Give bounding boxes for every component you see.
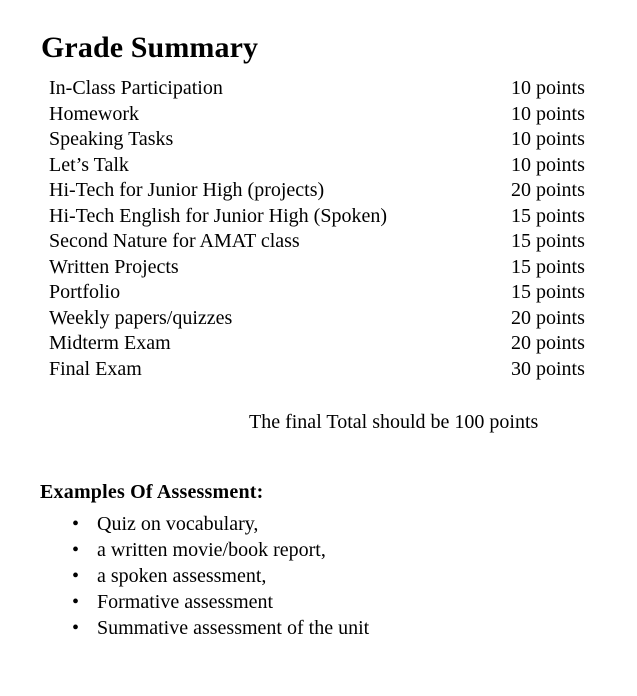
- grade-summary-list: [49, 76, 609, 382]
- grade-item-name: Second Nature for AMAT class: [49, 230, 300, 252]
- list-item: [72, 615, 592, 641]
- grade-item-name: Let’s Talk: [49, 153, 129, 176]
- list-item: [72, 537, 592, 563]
- grade-row: [49, 102, 609, 128]
- grade-item-points: 10 points: [511, 128, 585, 150]
- grade-row: [49, 178, 609, 204]
- grade-row: [49, 357, 609, 383]
- bullet-icon: •: [72, 617, 80, 639]
- grade-row: [49, 306, 609, 332]
- grade-item-name: Weekly papers/quizzes: [49, 306, 233, 329]
- grade-item-points: 20 points: [511, 179, 585, 201]
- list-item: [72, 511, 592, 537]
- total-note: The final Total should be 100 points: [249, 411, 539, 433]
- grade-row: [49, 331, 609, 357]
- grade-item-points: 20 points: [511, 306, 585, 329]
- grade-item-points: 20 points: [511, 332, 585, 354]
- grade-item-points: 15 points: [511, 230, 585, 252]
- list-item: [72, 563, 592, 589]
- grade-item-name: Speaking Tasks: [49, 128, 174, 150]
- grade-item-points: 15 points: [511, 204, 585, 227]
- list-item-label: a written movie/book report,: [97, 539, 326, 561]
- grade-row: [49, 280, 609, 306]
- list-item-label: a spoken assessment,: [97, 565, 267, 587]
- grade-item-name: In-Class Participation: [49, 77, 223, 99]
- bullet-icon: •: [72, 513, 80, 535]
- grade-row: [49, 127, 609, 153]
- assessment-examples-list: [72, 511, 592, 641]
- grade-item-points: 10 points: [511, 77, 585, 99]
- list-item-label: Quiz on vocabulary,: [97, 513, 259, 535]
- list-item-label: Formative assessment: [97, 591, 274, 613]
- grade-item-name: Portfolio: [49, 281, 121, 303]
- grade-item-points: 10 points: [511, 102, 585, 125]
- grade-item-points: 15 points: [511, 281, 585, 303]
- grade-item-name: Hi-Tech English for Junior High (Spoken): [49, 204, 387, 227]
- page-title: Grade Summary: [41, 31, 259, 65]
- grade-item-points: 30 points: [511, 357, 585, 380]
- grade-item-name: Final Exam: [49, 357, 142, 380]
- bullet-icon: •: [72, 565, 80, 587]
- grade-row: [49, 76, 609, 102]
- grade-row: [49, 204, 609, 230]
- grade-item-points: 10 points: [511, 153, 585, 176]
- grade-row: [49, 255, 609, 281]
- list-item: [72, 589, 592, 615]
- grade-item-name: Midterm Exam: [49, 332, 171, 354]
- grade-row: [49, 229, 609, 255]
- examples-section-heading: Examples Of Assessment:: [40, 480, 264, 503]
- grade-item-points: 15 points: [511, 255, 585, 278]
- bullet-icon: •: [72, 539, 80, 561]
- grade-row: [49, 153, 609, 179]
- grade-item-name: Homework: [49, 102, 139, 125]
- bullet-icon: •: [72, 591, 80, 613]
- list-item-label: Summative assessment of the unit: [97, 617, 370, 639]
- grade-item-name: Written Projects: [49, 255, 179, 278]
- grade-item-name: Hi-Tech for Junior High (projects): [49, 179, 325, 201]
